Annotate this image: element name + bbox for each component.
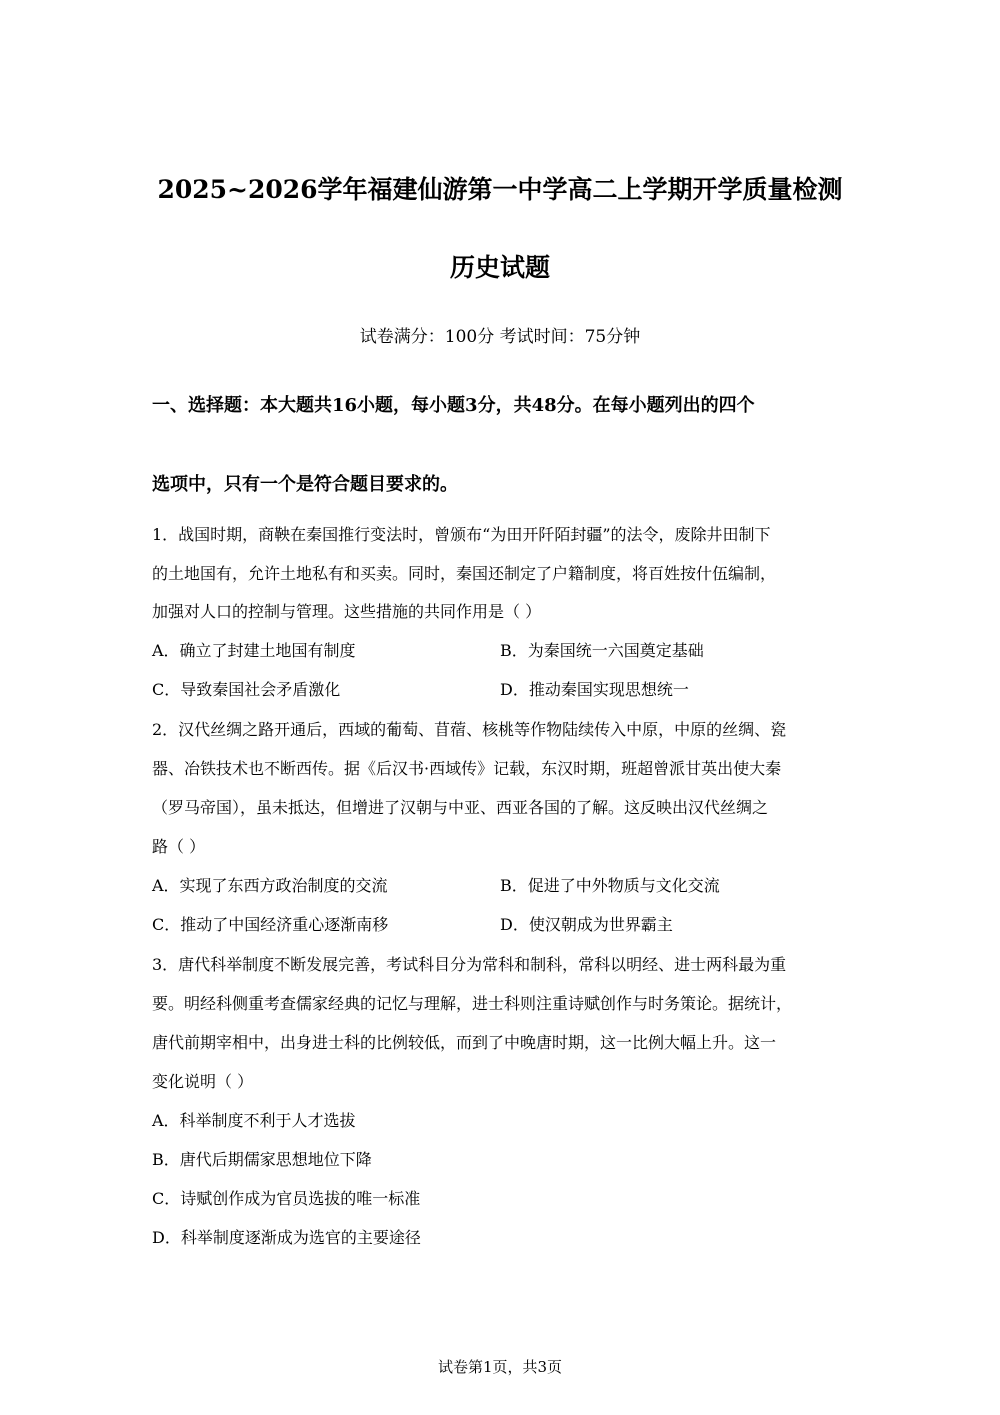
question-stem-line: （罗马帝国），虽未抵达，但增进了汉朝与中亚、西亚各国的了解。这反映出汉代丝绸之 bbox=[152, 798, 769, 817]
option-d: D．使汉朝成为世界霸主 bbox=[500, 915, 673, 934]
page-footer: 试卷第1页，共3页 bbox=[437, 1358, 563, 1376]
option-c: C．推动了中国经济重心逐渐南移 bbox=[152, 915, 389, 934]
option-d: D．科举制度逐渐成为选官的主要途径 bbox=[152, 1228, 421, 1247]
exam-title: 2025~2026学年福建仙游第一中学高二上学期开学质量检测 bbox=[157, 175, 843, 204]
option-c: C．诗赋创作成为官员选拔的唯一标准 bbox=[152, 1189, 421, 1208]
question-stem-line: 变化说明（ ） bbox=[152, 1072, 254, 1091]
option-b: B．为秦国统一六国奠定基础 bbox=[500, 641, 704, 660]
question-stem-line: 要。明经科侧重考查儒家经典的记忆与理解，进士科则注重诗赋创作与时务策论。据统计， bbox=[152, 994, 793, 1013]
exam-subject-title: 历史试题 bbox=[449, 253, 550, 282]
option-d: D．推动秦国实现思想统一 bbox=[500, 680, 689, 699]
section-heading-line1: 一、选择题：本大题共16小题，每小题3分，共48分。在每小题列出的四个 bbox=[152, 395, 755, 416]
option-b: B．唐代后期儒家思想地位下降 bbox=[152, 1150, 372, 1169]
question-stem-line: 3．唐代科举制度不断发展完善，考试科目分为常科和制科，常科以明经、进士两科最为重 bbox=[152, 955, 787, 974]
option-a: A．确立了封建土地国有制度 bbox=[152, 641, 356, 660]
exam-info: 试卷满分：100分 考试时间：75分钟 bbox=[359, 327, 641, 347]
question-stem-line: 2．汉代丝绸之路开通后，西域的葡萄、苜蓿、核桃等作物陆续传入中原，中原的丝绸、瓷 bbox=[152, 720, 787, 739]
question-stem-line: 唐代前期宰相中，出身进士科的比例较低，而到了中晚唐时期，这一比例大幅上升。这一 bbox=[152, 1033, 777, 1052]
question-stem-line: 加强对人口的控制与管理。这些措施的共同作用是（ ） bbox=[152, 602, 542, 621]
question-stem-line: 路（ ） bbox=[152, 837, 206, 856]
option-c: C．导致秦国社会矛盾激化 bbox=[152, 680, 341, 699]
section-heading-line2: 选项中，只有一个是符合题目要求的。 bbox=[152, 474, 458, 495]
question-stem-line: 器、冶铁技术也不断西传。据《后汉书·西域传》记载，东汉时期，班超曾派甘英出使大秦 bbox=[152, 759, 782, 778]
question-stem-line: 1．战国时期，商鞅在秦国推行变法时，曾颁布“为田开阡陌封疆”的法令，废除井田制下 bbox=[152, 525, 771, 544]
option-a: A．实现了东西方政治制度的交流 bbox=[152, 876, 388, 895]
option-a: A．科举制度不利于人才选拔 bbox=[152, 1111, 356, 1130]
option-b: B．促进了中外物质与文化交流 bbox=[500, 876, 720, 895]
question-stem-line: 的土地国有，允许土地私有和买卖。同时，秦国还制定了户籍制度，将百姓按什伍编制， bbox=[152, 564, 777, 583]
